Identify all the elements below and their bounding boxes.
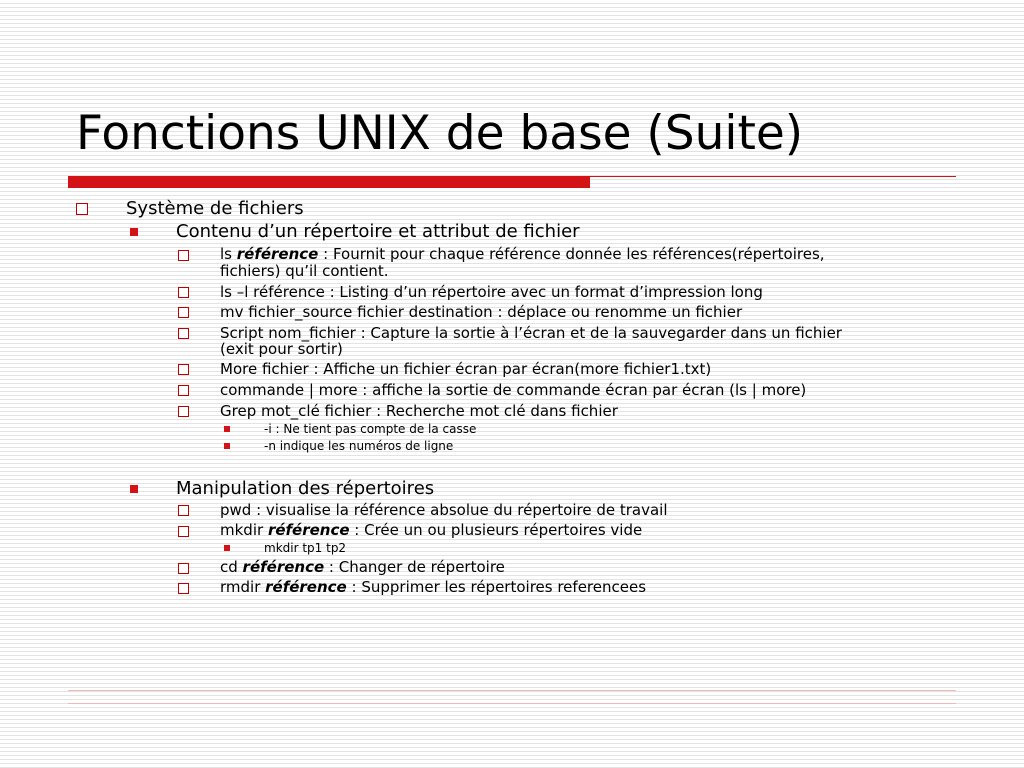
hollow-square-bullet-icon [178,364,189,375]
item-suffix: : Supprimer les répertoires referencees [346,578,647,596]
hollow-square-bullet-icon [76,203,88,215]
slide-title: Fonctions UNIX de base (Suite) [76,106,804,161]
list-item-script: Script nom_fichier : Capture la sortie à l’écran et de la sauvegarder dans un fichier [220,324,842,342]
hollow-square-bullet-icon [178,250,189,261]
title-underline-bar [68,176,590,188]
hollow-square-bullet-icon [178,307,189,318]
list-item-rmdir [220,579,646,596]
list-item-mkdir [220,522,642,539]
list-item-script-continuation: (exit pour sortir) [220,340,343,358]
section1-heading: Contenu d’un répertoire et attribut de fichier [176,221,580,242]
filled-square-bullet-icon [130,485,138,493]
list-item-ls-l: ls –l référence : Listing d’un répertoire avec un format d’impression long [220,283,763,301]
item-suffix: : Crée un ou plusieurs répertoires vide [349,521,643,539]
mkdir-example: mkdir tp1 tp2 [264,541,347,555]
item-keyword: référence [236,245,319,263]
list-item-grep: Grep mot_clé fichier : Recherche mot clé dans fichier [220,402,618,420]
level1-label: Système de fichiers [126,198,304,219]
list-item-ls [220,246,825,263]
hollow-square-bullet-icon [178,328,189,339]
item-prefix: ls [220,245,237,263]
list-item-commande-more: commande | more : affiche la sortie de commande écran par écran (ls | more) [220,381,807,399]
footer-rule-bottom [68,703,956,704]
hollow-square-bullet-icon [178,505,189,516]
hollow-square-bullet-icon [178,563,189,574]
hollow-square-bullet-icon [178,526,189,537]
grep-option-n: -n indique les numéros de ligne [264,439,454,453]
filled-square-bullet-icon [224,426,230,432]
hollow-square-bullet-icon [178,406,189,417]
item-keyword: référence [267,521,350,539]
list-item-pwd: pwd : visualise la référence absolue du répertoire de travail [220,501,668,519]
grep-option-i: -i : Ne tient pas compte de la casse [264,422,477,436]
section2-heading: Manipulation des répertoires [176,478,435,499]
item-prefix: cd [220,558,243,576]
list-item-more: More fichier : Affiche un fichier écran par écran(more fichier1.txt) [220,360,712,378]
filled-square-bullet-icon [224,443,230,449]
list-item-ls-continuation: fichiers) qu’il contient. [220,262,389,280]
item-prefix: rmdir [220,578,266,596]
item-prefix: mkdir [220,521,268,539]
list-item-mv: mv fichier_source fichier destination : déplace ou renomme un fichier [220,303,743,321]
hollow-square-bullet-icon [178,385,189,396]
list-item-cd [220,559,505,576]
hollow-square-bullet-icon [178,287,189,298]
hollow-square-bullet-icon [178,583,189,594]
footer-rule-top [68,690,956,691]
filled-square-bullet-icon [130,228,138,236]
item-suffix: : Changer de répertoire [324,558,505,576]
title-underline-thin [590,176,956,177]
item-keyword: référence [242,558,325,576]
item-suffix: : Fournit pour chaque référence donnée les références(répertoires, [318,245,825,263]
filled-square-bullet-icon [224,545,230,551]
item-keyword: référence [265,578,347,596]
